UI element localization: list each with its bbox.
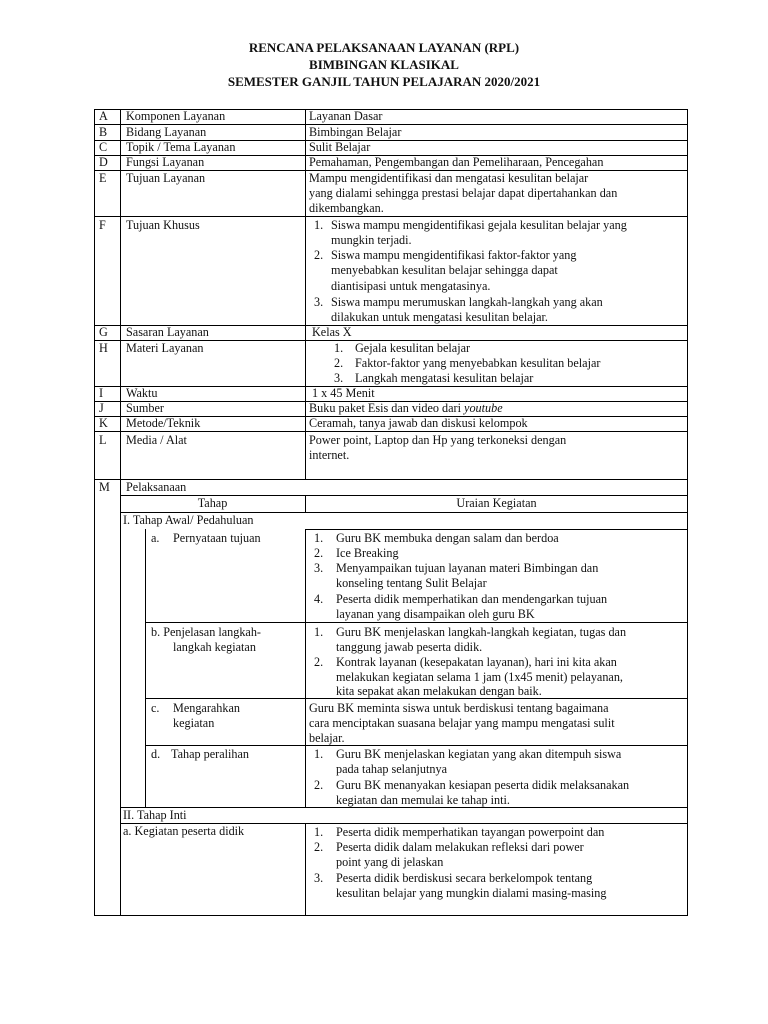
sumber-text: Buku paket Esis dan video dari: [309, 401, 465, 415]
list-item: Guru BK menjelaskan langkah-langkah kegiatan, tugas dan: [336, 625, 627, 639]
list-item: Siswa mampu mengidentifikasi faktor-faktor yang: [331, 248, 577, 262]
section-tahap-inti: II. Tahap Inti: [123, 808, 187, 822]
list-item: Guru BK menjelaskan kegiatan yang akan ditempuh siswa: [336, 747, 622, 761]
row-label-pelaksanaan: Pelaksanaan: [126, 480, 187, 494]
row-label-materi-layanan: Materi Layanan: [126, 341, 204, 355]
step-label-pernyataan-tujuan: Pernyataan tujuan: [173, 531, 261, 545]
list-item-continuation: tanggung jawab peserta didik.: [336, 640, 483, 654]
row-label-media: Media / Alat: [126, 433, 187, 447]
list-item: Ice Breaking: [336, 546, 399, 560]
step-text-mengarahkan-line1: Guru BK meminta siswa untuk berdiskusi tentang bagaimana: [309, 701, 609, 715]
step-label-mengarahkan-line2: kegiatan: [173, 716, 215, 730]
list-item: Faktor-faktor yang menyebabkan kesulitan belajar: [355, 356, 601, 370]
list-number: 1.: [314, 531, 324, 545]
row-code-g: G: [99, 325, 108, 339]
list-number: 1.: [314, 825, 324, 839]
list-item-continuation: mungkin terjadi.: [331, 233, 412, 247]
list-item: Siswa mampu merumuskan langkah-langkah yang akan: [331, 295, 603, 309]
step-label-kegiatan-peserta: a. Kegiatan peserta didik: [123, 824, 245, 838]
column-header-uraian: Uraian Kegiatan: [456, 496, 537, 510]
list-item: Guru BK menanyakan kesiapan peserta didik melaksanakan: [336, 778, 630, 792]
sumber-italic-text: youtube: [464, 401, 503, 415]
list-item: Langkah mengatasi kesulitan belajar: [355, 371, 534, 385]
row-code-e: E: [99, 171, 107, 185]
list-item-continuation: menyebabkan kesulitan belajar sehingga dapat: [331, 263, 558, 277]
list-item-continuation: pada tahap selanjutnya: [336, 762, 447, 776]
row-label-bidang-layanan: Bidang Layanan: [126, 125, 207, 139]
list-number: 2.: [314, 248, 324, 262]
step-letter: c.: [151, 701, 160, 715]
step-label-tahap-peralihan: Tahap peralihan: [171, 747, 249, 761]
list-number: 3.: [314, 295, 324, 309]
row-label-komponen-layanan: Komponen Layanan: [126, 109, 226, 123]
list-number: 3.: [314, 871, 324, 885]
list-item: Peserta didik memperhatikan dan mendengarkan tujuan: [336, 592, 608, 606]
column-header-tahap: Tahap: [197, 496, 228, 510]
list-item-continuation: diantisipasi untuk mengatasinya.: [331, 279, 491, 293]
row-code-d: D: [99, 155, 108, 169]
step-label-penjelasan: b. Penjelasan langkah-: [151, 625, 261, 639]
row-value-media-line2: internet.: [309, 448, 350, 462]
row-code-f: F: [99, 218, 106, 232]
list-item: Peserta didik berdiskusi secara berkelompok tentang: [336, 871, 593, 885]
step-letter: d.: [151, 747, 161, 761]
document-semester: SEMESTER GANJIL TAHUN PELAJARAN 2020/2021: [227, 74, 541, 89]
list-item: Gejala kesulitan belajar: [355, 341, 471, 355]
row-value-metode: Ceramah, tanya jawab dan diskusi kelompok: [309, 416, 528, 430]
row-code-m: M: [99, 480, 110, 494]
row-value-fungsi-layanan: Pemahaman, Pengembangan dan Pemeliharaan, Pencegahan: [309, 155, 604, 169]
list-item: Menyampaikan tujuan layanan materi Bimbingan dan: [336, 561, 599, 575]
row-code-a: A: [99, 109, 108, 123]
list-item: Guru BK membuka dengan salam dan berdoa: [336, 531, 559, 545]
list-item-continuation: melakukan kegiatan selama 1 jam (1x45 menit) pelayanan,: [336, 670, 623, 684]
list-number: 4.: [314, 592, 324, 606]
list-item-continuation: konseling tentang Sulit Belajar: [336, 576, 487, 590]
list-number: 2.: [314, 655, 324, 669]
row-label-waktu: Waktu: [126, 386, 158, 400]
list-number: 2.: [314, 546, 324, 560]
list-item-continuation: dilakukan untuk mengatasi kesulitan belajar.: [331, 310, 548, 324]
list-item: Siswa mampu mengidentifikasi gejala kesulitan belajar yang: [331, 218, 627, 232]
list-item-continuation: layanan yang disampaikan oleh guru BK: [336, 607, 535, 621]
row-value-topik: Sulit Belajar: [309, 140, 371, 154]
list-item: Kontrak layanan (kesepakatan layanan), hari ini kita akan: [336, 655, 617, 669]
row-value-tujuan-layanan-line1: Mampu mengidentifikasi dan mengatasi kesulitan belajar: [309, 171, 589, 185]
row-label-tujuan-khusus: Tujuan Khusus: [126, 218, 200, 232]
step-text-mengarahkan-line2: cara menciptakan suasana belajar yang mampu mengatasi sulit: [309, 716, 615, 730]
list-item-continuation: kesulitan belajar yang mungkin dialami masing-masing: [336, 886, 607, 900]
row-label-sasaran-layanan: Sasaran Layanan: [126, 325, 209, 339]
document-subtitle: BIMBINGAN KLASIKAL: [309, 57, 459, 72]
list-number: 3.: [334, 371, 344, 385]
row-label-metode: Metode/Teknik: [126, 416, 201, 430]
row-value-sumber: [309, 401, 503, 416]
row-code-h: H: [99, 341, 108, 355]
list-number: 2.: [314, 840, 324, 854]
step-text-mengarahkan-line3: belajar.: [309, 731, 345, 745]
section-tahap-awal: I. Tahap Awal/ Pedahuluan: [123, 513, 254, 527]
list-item: Peserta didik dalam melakukan refleksi dari power: [336, 840, 584, 854]
list-item-continuation: kita sepakat akan melakukan dengan baik.: [336, 684, 542, 698]
list-number: 2.: [334, 356, 344, 370]
row-label-fungsi-layanan: Fungsi Layanan: [126, 155, 205, 169]
row-label-tujuan-layanan: Tujuan Layanan: [126, 171, 206, 185]
row-code-i: I: [99, 386, 104, 400]
row-value-media-line1: Power point, Laptop dan Hp yang terkoneksi dengan: [309, 433, 567, 447]
row-label-sumber: Sumber: [126, 401, 164, 415]
list-number: 2.: [314, 778, 324, 792]
row-code-b: B: [99, 125, 108, 139]
row-value-waktu: 1 x 45 Menit: [312, 386, 375, 400]
row-value-komponen-layanan: Layanan Dasar: [309, 109, 383, 123]
step-label-penjelasan-line2: langkah kegiatan: [173, 640, 256, 654]
row-code-c: C: [99, 140, 108, 154]
list-number: 1.: [314, 218, 324, 232]
list-item-continuation: point yang di jelaskan: [336, 855, 444, 869]
list-number: 3.: [314, 561, 324, 575]
row-code-k: K: [99, 416, 108, 430]
row-value-sasaran-layanan: Kelas X: [312, 325, 352, 339]
list-number: 1.: [334, 341, 344, 355]
list-number: 1.: [314, 747, 324, 761]
row-code-j: J: [99, 401, 104, 415]
list-item-continuation: kegiatan dan memulai ke tahap inti.: [336, 793, 510, 807]
row-value-tujuan-layanan-line3: dikembangkan.: [309, 201, 384, 215]
step-letter: a.: [151, 531, 160, 545]
row-value-tujuan-layanan-line2: yang dialami sehingga prestasi belajar dapat dipertahankan dan: [309, 186, 618, 200]
row-code-l: L: [99, 433, 107, 447]
list-number: 1.: [314, 625, 324, 639]
document-title: RENCANA PELAKSANAAN LAYANAN (RPL): [248, 40, 520, 55]
step-label-mengarahkan: Mengarahkan: [173, 701, 241, 715]
row-value-bidang-layanan: Bimbingan Belajar: [309, 125, 402, 139]
list-item: Peserta didik memperhatikan tayangan powerpoint dan: [336, 825, 605, 839]
row-label-topik: Topik / Tema Layanan: [126, 140, 236, 154]
